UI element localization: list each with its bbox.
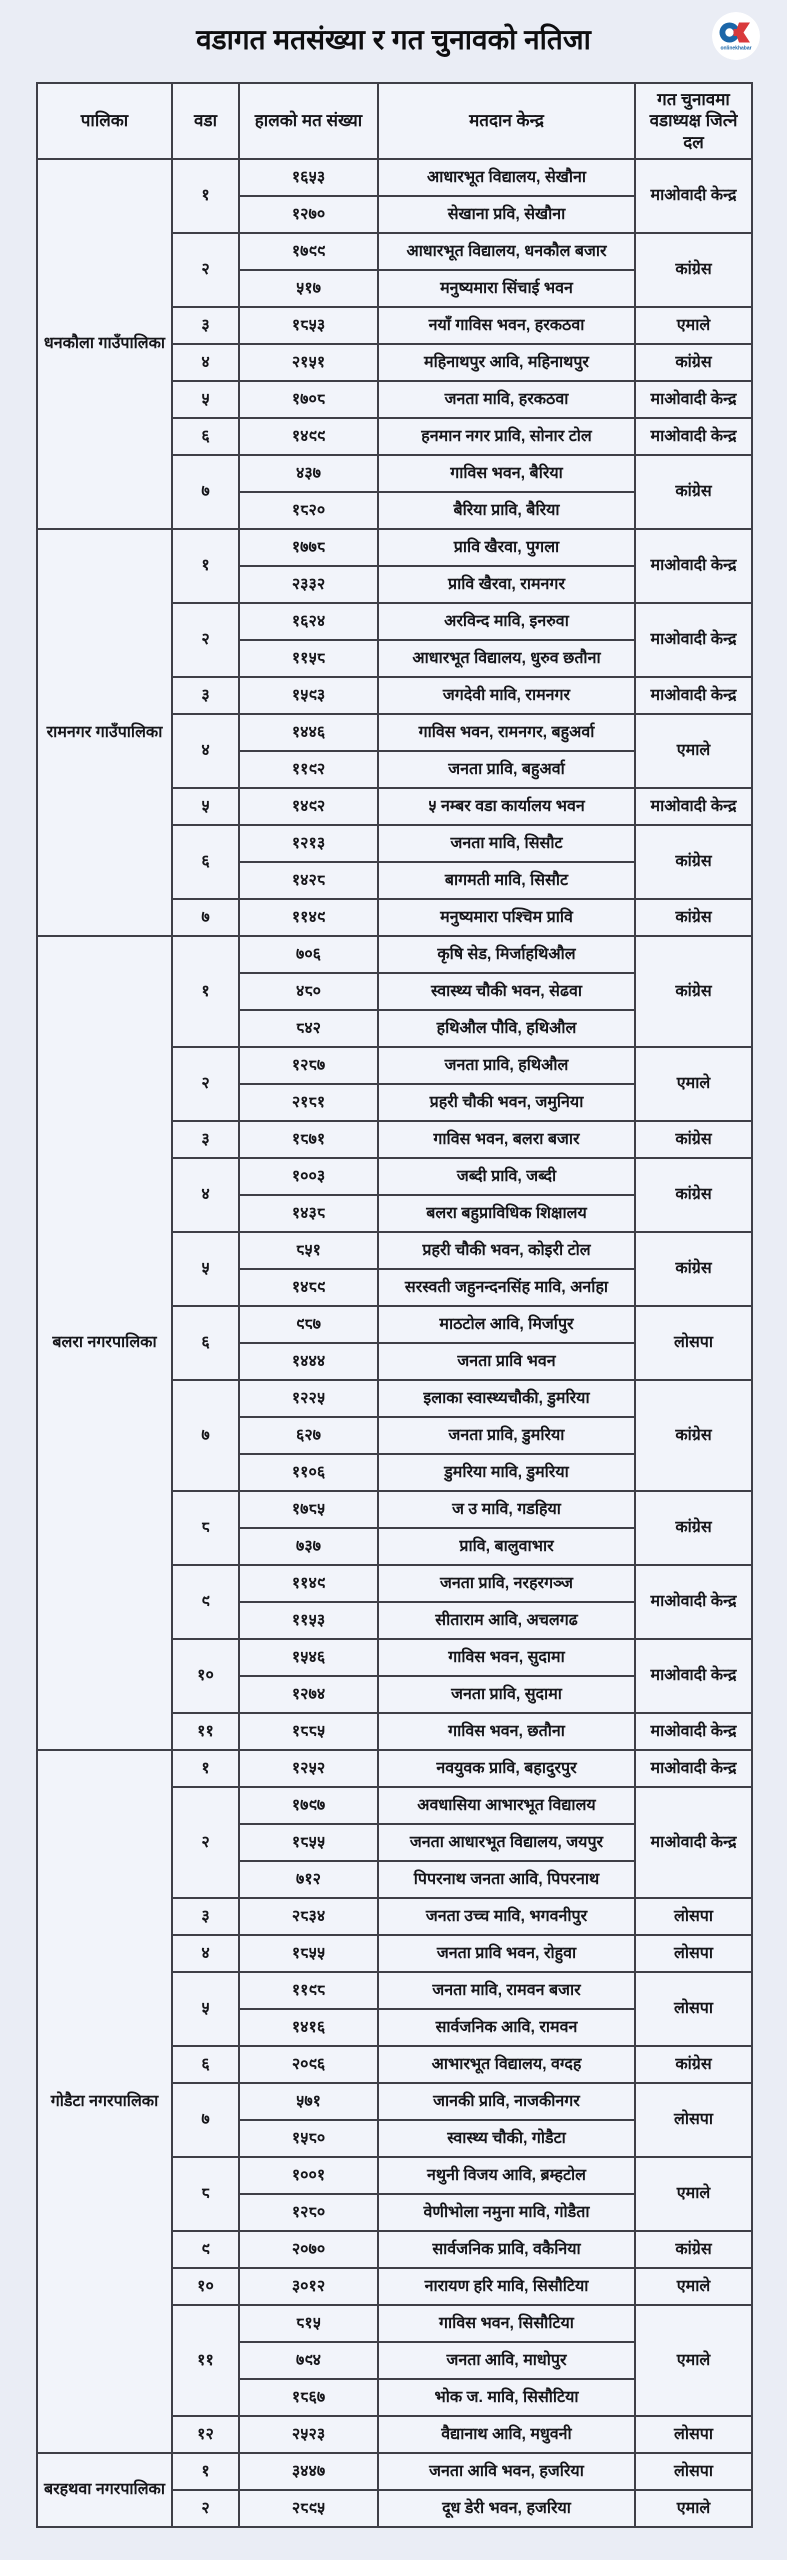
vote-count: २८९५ xyxy=(239,2490,378,2527)
vote-count: २३३२ xyxy=(239,566,378,603)
polling-center: गाविस भवन, बलरा बजार xyxy=(378,1121,635,1158)
municipality-name: गोडैटा नगरपालिका xyxy=(37,1750,172,2453)
vote-count: १४८९ xyxy=(239,1269,378,1306)
municipality-name: धनकौला गाउँपालिका xyxy=(37,159,172,529)
polling-center: जनता आवि भवन, हजरिया xyxy=(378,2453,635,2490)
winning-party: एमाले xyxy=(635,2490,752,2527)
polling-center: वेणीभोला नमुना मावि, गोडैता xyxy=(378,2194,635,2231)
ward-number: २ xyxy=(172,1047,239,1121)
polling-center: सरस्वती जहुनन्दनसिंह मावि, अर्नाहा xyxy=(378,1269,635,1306)
ward-number: ११ xyxy=(172,1713,239,1750)
ward-number: ४ xyxy=(172,1935,239,1972)
ward-number: ३ xyxy=(172,1121,239,1158)
polling-center: जनता मावि, सिसौट xyxy=(378,825,635,862)
vote-count: ८१५ xyxy=(239,2305,378,2342)
ward-number: २ xyxy=(172,603,239,677)
vote-count: ७९४ xyxy=(239,2342,378,2379)
winning-party: माओवादी केन्द्र xyxy=(635,1787,752,1898)
polling-center: बागमती मावि, सिसौट xyxy=(378,862,635,899)
polling-center: सेखाना प्रवि, सेखौना xyxy=(378,196,635,233)
ward-number: १ xyxy=(172,2453,239,2490)
winning-party: एमाले xyxy=(635,307,752,344)
polling-center: प्रावि, बालुवाभार xyxy=(378,1528,635,1565)
polling-center: आधारभूत विद्यालय, धनकौल बजार xyxy=(378,233,635,270)
ward-number: ६ xyxy=(172,2046,239,2083)
ward-number: २ xyxy=(172,1787,239,1898)
winning-party: लोसपा xyxy=(635,2416,752,2453)
winning-party: माओवादी केन्द्र xyxy=(635,677,752,714)
table-row xyxy=(37,936,752,973)
ward-number: १ xyxy=(172,529,239,603)
polling-center: जनता आवि, माधोपुर xyxy=(378,2342,635,2379)
vote-count: १४३८ xyxy=(239,1195,378,1232)
winning-party: माओवादी केन्द्र xyxy=(635,418,752,455)
winning-party: माओवादी केन्द्र xyxy=(635,788,752,825)
municipality-name: बलरा नगरपालिका xyxy=(37,936,172,1750)
winning-party: लोसपा xyxy=(635,1898,752,1935)
vote-count: १७९७ xyxy=(239,1787,378,1824)
ward-number: ३ xyxy=(172,1898,239,1935)
vote-count: १२२५ xyxy=(239,1380,378,1417)
ward-number: ५ xyxy=(172,381,239,418)
winning-party: एमाले xyxy=(635,2157,752,2231)
vote-count: १४४६ xyxy=(239,714,378,751)
winning-party: कांग्रेस xyxy=(635,899,752,936)
polling-center: जनता प्रावि, हथिऔल xyxy=(378,1047,635,1084)
results-table-head xyxy=(37,83,752,159)
vote-count: ४३७ xyxy=(239,455,378,492)
vote-count: १४९२ xyxy=(239,788,378,825)
polling-center: अवधासिया आभारभूत विद्यालय xyxy=(378,1787,635,1824)
vote-count: २०९६ xyxy=(239,2046,378,2083)
ward-number: ५ xyxy=(172,1232,239,1306)
ward-number: ७ xyxy=(172,2083,239,2157)
vote-count: ९८७ xyxy=(239,1306,378,1343)
winning-party: माओवादी केन्द्र xyxy=(635,159,752,233)
winning-party: माओवादी केन्द्र xyxy=(635,529,752,603)
vote-count: १२८० xyxy=(239,2194,378,2231)
winning-party: कांग्रेस xyxy=(635,1121,752,1158)
winning-party: कांग्रेस xyxy=(635,1232,752,1306)
polling-center: मनुष्यमारा पश्चिम प्रावि xyxy=(378,899,635,936)
winning-party: कांग्रेस xyxy=(635,233,752,307)
polling-center: जनता प्रावि, डुमरिया xyxy=(378,1417,635,1454)
polling-center: जनता प्रावि, बहुअर्वा xyxy=(378,751,635,788)
vote-count: ११९८ xyxy=(239,1972,378,2009)
winning-party: एमाले xyxy=(635,2268,752,2305)
vote-count: १८५३ xyxy=(239,307,378,344)
polling-center: जनता आधारभूत विद्यालय, जयपुर xyxy=(378,1824,635,1861)
winning-party: लोसपा xyxy=(635,1935,752,1972)
polling-center: भोक ज. मावि, सिसौटिया xyxy=(378,2379,635,2416)
vote-count: १५४६ xyxy=(239,1639,378,1676)
vote-count: १८२० xyxy=(239,492,378,529)
ward-number: १० xyxy=(172,2268,239,2305)
polling-center: प्रावि खैरवा, रामनगर xyxy=(378,566,635,603)
vote-count: १५९३ xyxy=(239,677,378,714)
vote-count: १७९९ xyxy=(239,233,378,270)
ward-number: १० xyxy=(172,1639,239,1713)
ward-number: १ xyxy=(172,1750,239,1787)
winning-party: कांग्रेस xyxy=(635,455,752,529)
polling-center: प्रावि खैरवा, पुगला xyxy=(378,529,635,566)
vote-count: १८७१ xyxy=(239,1121,378,1158)
vote-count: २१५१ xyxy=(239,344,378,381)
header-polling-center: मतदान केन्द्र xyxy=(378,83,635,159)
ward-number: ११ xyxy=(172,2305,239,2416)
ward-number: ६ xyxy=(172,418,239,455)
vote-count: ५१७ xyxy=(239,270,378,307)
polling-center: जनता मावि, हरकठवा xyxy=(378,381,635,418)
table-row xyxy=(37,1750,752,1787)
header-row xyxy=(37,83,752,159)
table-row xyxy=(37,529,752,566)
polling-center: जानकी प्रावि, नाजकीनगर xyxy=(378,2083,635,2120)
winning-party: माओवादी केन्द्र xyxy=(635,1713,752,1750)
polling-center: आधारभूत विद्यालय, सेखौना xyxy=(378,159,635,196)
vote-count: ८५१ xyxy=(239,1232,378,1269)
vote-count: ११५८ xyxy=(239,640,378,677)
winning-party: कांग्रेस xyxy=(635,825,752,899)
winning-party: कांग्रेस xyxy=(635,2046,752,2083)
polling-center: आभारभूत विद्यालय, वग्दह xyxy=(378,2046,635,2083)
header-ward: वडा xyxy=(172,83,239,159)
vote-count: १६५३ xyxy=(239,159,378,196)
vote-count: २८३४ xyxy=(239,1898,378,1935)
vote-count: १२५२ xyxy=(239,1750,378,1787)
vote-count: ६२७ xyxy=(239,1417,378,1454)
polling-center: सार्वजनिक आवि, रामवन xyxy=(378,2009,635,2046)
polling-center: जनता प्रावि, नरहरगञ्ज xyxy=(378,1565,635,1602)
table-row xyxy=(37,2453,752,2490)
ward-number: ८ xyxy=(172,2157,239,2231)
polling-center: गाविस भवन, रामनगर, बहुअर्वा xyxy=(378,714,635,751)
ward-number: ४ xyxy=(172,1158,239,1232)
onlinekhabar-logo xyxy=(712,12,760,60)
ward-number: ६ xyxy=(172,825,239,899)
vote-count: ३४४७ xyxy=(239,2453,378,2490)
polling-center: मनुष्यमारा सिंचाई भवन xyxy=(378,270,635,307)
vote-count: १२७० xyxy=(239,196,378,233)
polling-center: ज उ मावि, गडहिया xyxy=(378,1491,635,1528)
polling-center: गाविस भवन, सिसौटिया xyxy=(378,2305,635,2342)
polling-center: जब्दी प्रावि, जब्दी xyxy=(378,1158,635,1195)
vote-count: २५२३ xyxy=(239,2416,378,2453)
ward-number: १ xyxy=(172,159,239,233)
vote-count: ८४२ xyxy=(239,1010,378,1047)
polling-center: अरविन्द मावि, इनरुवा xyxy=(378,603,635,640)
polling-center: इलाका स्वास्थ्यचौकी, डुमरिया xyxy=(378,1380,635,1417)
ward-number: ६ xyxy=(172,1306,239,1380)
ward-number: ९ xyxy=(172,2231,239,2268)
vote-count: ७३७ xyxy=(239,1528,378,1565)
ward-number: ३ xyxy=(172,677,239,714)
vote-count: १५८० xyxy=(239,2120,378,2157)
vote-count: १००३ xyxy=(239,1158,378,1195)
vote-count: १४४४ xyxy=(239,1343,378,1380)
vote-count: ११०६ xyxy=(239,1454,378,1491)
vote-count: १७७८ xyxy=(239,529,378,566)
winning-party: लोसपा xyxy=(635,1306,752,1380)
polling-center: हनमान नगर प्रावि, सोनार टोल xyxy=(378,418,635,455)
ward-number: १२ xyxy=(172,2416,239,2453)
ward-number: १ xyxy=(172,936,239,1047)
ward-number: २ xyxy=(172,233,239,307)
vote-count: १००१ xyxy=(239,2157,378,2194)
ward-number: ४ xyxy=(172,344,239,381)
winning-party: लोसपा xyxy=(635,1972,752,2046)
polling-center: प्रहरी चौकी भवन, कोइरी टोल xyxy=(378,1232,635,1269)
polling-center: सीताराम आवि, अचलगढ xyxy=(378,1602,635,1639)
polling-center: गाविस भवन, छतौना xyxy=(378,1713,635,1750)
vote-count: १२७४ xyxy=(239,1676,378,1713)
winning-party: कांग्रेस xyxy=(635,1491,752,1565)
vote-count: १४२८ xyxy=(239,862,378,899)
vote-count: ३०१२ xyxy=(239,2268,378,2305)
winning-party: माओवादी केन्द्र xyxy=(635,1639,752,1713)
winning-party: एमाले xyxy=(635,2305,752,2416)
header-municipality: पालिका xyxy=(37,83,172,159)
polling-center: जनता प्रावि भवन xyxy=(378,1343,635,1380)
vote-count: ११९२ xyxy=(239,751,378,788)
title-bar xyxy=(0,0,787,70)
vote-count: १२८७ xyxy=(239,1047,378,1084)
winning-party: कांग्रेस xyxy=(635,936,752,1047)
winning-party: कांग्रेस xyxy=(635,1158,752,1232)
vote-count: २०७० xyxy=(239,2231,378,2268)
polling-center: माठटोल आवि, मिर्जापुर xyxy=(378,1306,635,1343)
ward-number: ४ xyxy=(172,714,239,788)
polling-center: डुमरिया मावि, डुमरिया xyxy=(378,1454,635,1491)
polling-center: जनता प्रावि भवन, रोहुवा xyxy=(378,1935,635,1972)
winning-party: माओवादी केन्द्र xyxy=(635,1565,752,1639)
polling-center: ५ नम्बर वडा कार्यालय भवन xyxy=(378,788,635,825)
vote-count: १४९९ xyxy=(239,418,378,455)
polling-center: नयाँ गाविस भवन, हरकठवा xyxy=(378,307,635,344)
vote-count: १७०८ xyxy=(239,381,378,418)
ward-number: ८ xyxy=(172,1491,239,1565)
ward-number: २ xyxy=(172,2490,239,2527)
vote-count: १८५५ xyxy=(239,1824,378,1861)
vote-count: १८५५ xyxy=(239,1935,378,1972)
ward-number: ७ xyxy=(172,455,239,529)
polling-center: वैद्यानाथ आवि, मधुवनी xyxy=(378,2416,635,2453)
vote-count: १८८५ xyxy=(239,1713,378,1750)
winning-party: एमाले xyxy=(635,714,752,788)
polling-center: गाविस भवन, बैरिया xyxy=(378,455,635,492)
ward-number: ७ xyxy=(172,1380,239,1491)
polling-center: जनता प्रावि, सुदामा xyxy=(378,1676,635,1713)
winning-party: माओवादी केन्द्र xyxy=(635,603,752,677)
polling-center: आधारभूत विद्यालय, धुरुव छतौना xyxy=(378,640,635,677)
polling-center: पिपरनाथ जनता आवि, पिपरनाथ xyxy=(378,1861,635,1898)
polling-center: कृषि सेड, मिर्जाहथिऔल xyxy=(378,936,635,973)
polling-center: महिनाथपुर आवि, महिनाथपुर xyxy=(378,344,635,381)
vote-count: ४८० xyxy=(239,973,378,1010)
ward-number: ५ xyxy=(172,1972,239,2046)
vote-count: ११५३ xyxy=(239,1602,378,1639)
winning-party: लोसपा xyxy=(635,2453,752,2490)
polling-center: नथुनी विजय आवि, ब्रम्हटोल xyxy=(378,2157,635,2194)
winning-party: कांग्रेस xyxy=(635,1380,752,1491)
vote-count: २१८१ xyxy=(239,1084,378,1121)
polling-center: स्वास्थ्य चौकी भवन, सेढवा xyxy=(378,973,635,1010)
header-last-election-party: गत चुनावमा वडाध्यक्ष जित्ने दल xyxy=(635,83,752,159)
header-current-votes: हालको मत संख्या xyxy=(239,83,378,159)
vote-count: १८६७ xyxy=(239,2379,378,2416)
results-table-body xyxy=(37,159,752,2527)
vote-count: ५७१ xyxy=(239,2083,378,2120)
results-table xyxy=(36,82,753,2528)
ward-number: ९ xyxy=(172,1565,239,1639)
polling-center: स्वास्थ्य चौकी, गोडैटा xyxy=(378,2120,635,2157)
logo-caption: onlinekhabar xyxy=(720,45,752,52)
winning-party: कांग्रेस xyxy=(635,344,752,381)
ward-number: ७ xyxy=(172,899,239,936)
polling-center: सार्वजनिक प्रावि, वकैनिया xyxy=(378,2231,635,2268)
municipality-name: रामनगर गाउँपालिका xyxy=(37,529,172,936)
polling-center: दूध डेरी भवन, हजरिया xyxy=(378,2490,635,2527)
vote-count: १७८५ xyxy=(239,1491,378,1528)
ward-number: ३ xyxy=(172,307,239,344)
polling-center: बलरा बहुप्राविधिक शिक्षालय xyxy=(378,1195,635,1232)
municipality-name: बरहथवा नगरपालिका xyxy=(37,2453,172,2527)
vote-count: ११४९ xyxy=(239,899,378,936)
polling-center: जगदेवी मावि, रामनगर xyxy=(378,677,635,714)
polling-center: हथिऔल पौवि, हथिऔल xyxy=(378,1010,635,1047)
table-row xyxy=(37,159,752,196)
vote-count: ७०६ xyxy=(239,936,378,973)
polling-center: बैरिया प्रावि, बैरिया xyxy=(378,492,635,529)
ward-number: ५ xyxy=(172,788,239,825)
winning-party: एमाले xyxy=(635,1047,752,1121)
page-title: वडागत मतसंख्या र गत चुनावको नतिजा xyxy=(196,24,591,55)
winning-party: माओवादी केन्द्र xyxy=(635,1750,752,1787)
polling-center: जनता उच्च मावि, भगवनीपुर xyxy=(378,1898,635,1935)
vote-count: ७१२ xyxy=(239,1861,378,1898)
vote-count: ११४९ xyxy=(239,1565,378,1602)
polling-center: नारायण हरि मावि, सिसौटिया xyxy=(378,2268,635,2305)
vote-count: १४१६ xyxy=(239,2009,378,2046)
polling-center: नवयुवक प्रावि, बहादुरपुर xyxy=(378,1750,635,1787)
polling-center: गाविस भवन, सुदामा xyxy=(378,1639,635,1676)
winning-party: माओवादी केन्द्र xyxy=(635,381,752,418)
polling-center: जनता मावि, रामवन बजार xyxy=(378,1972,635,2009)
polling-center: प्रहरी चौकी भवन, जमुनिया xyxy=(378,1084,635,1121)
winning-party: कांग्रेस xyxy=(635,2231,752,2268)
vote-count: १२१३ xyxy=(239,825,378,862)
vote-count: १६२४ xyxy=(239,603,378,640)
winning-party: लोसपा xyxy=(635,2083,752,2157)
